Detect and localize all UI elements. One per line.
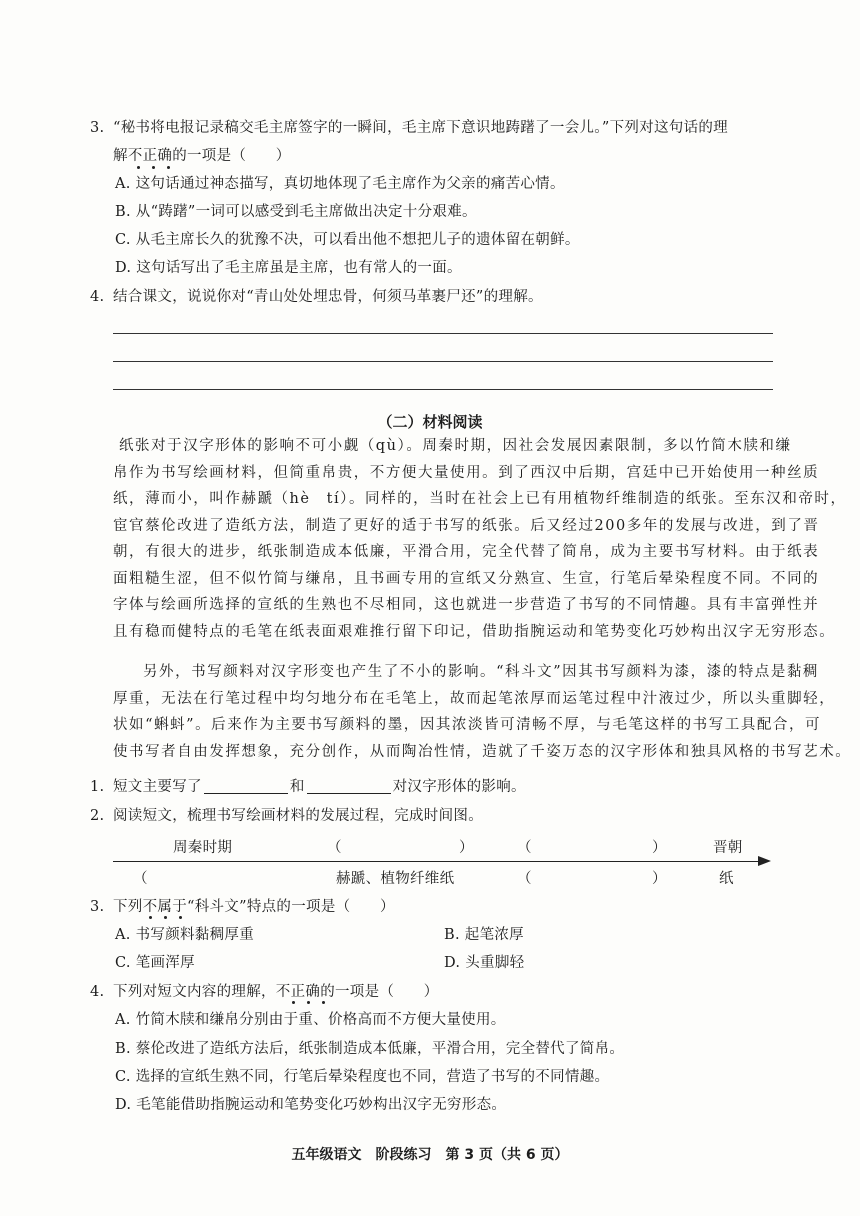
timeline-bracket[interactable]: （	[517, 840, 532, 856]
option-c: C. 从毛主席长久的犹豫不决，可以看出他不想把儿子的遗体留在朝鲜。	[115, 232, 580, 248]
passage-line: 面粗糙生涩，但不似竹简与缣帛，且书画专用的宣纸又分熟宣、生宣，行笔后晕染程度不同。不同的	[113, 570, 820, 587]
answer-line[interactable]	[113, 361, 773, 362]
option-d: D. 头重脚轻	[444, 955, 525, 971]
timeline-bracket[interactable]: ）	[652, 871, 667, 887]
emphasis-dot	[322, 1001, 325, 1004]
passage-line: 且有稳而健特点的毛笔在纸表面艰难推行留下印记，借助指腕运动和笔势变化巧妙构出汉字无穷形态。	[113, 623, 836, 640]
timeline-bracket[interactable]: ）	[652, 840, 667, 856]
passage-line: 朝，有很大的进步，纸张制造成本低廉，平滑合用，完全代替了简帛，成为主要书写材料。由于纸表	[113, 544, 820, 560]
passage-paragraph-1	[113, 433, 847, 645]
emphasis-dot	[164, 916, 167, 919]
option-c: C. 选择的宣纸生熟不同，行笔后晕染程度也不同，营造了书写的不同情趣。	[115, 1069, 610, 1085]
emphasis-dot	[179, 916, 182, 919]
answer-line[interactable]	[113, 333, 773, 334]
question-number: 1.	[90, 779, 105, 795]
passage-line: 纸张对于汉字形体的影响不可小觑（qù）。周秦时期，因社会发展因素限制，多以竹简木牍和缣	[119, 438, 792, 454]
timeline-label: 周秦时期	[173, 840, 233, 856]
emphasis-dot	[292, 1001, 295, 1004]
passage-paragraph-2	[113, 659, 852, 765]
question-number: 2.	[90, 808, 105, 824]
question-number: 3.	[90, 120, 105, 136]
passage-line: 帛作为书写绘画材料，但简重帛贵，不方便大量使用。到了西汉中后期，宫廷中已开始使用一种丝质	[113, 464, 820, 481]
option-b: B. 蔡伦改进了造纸方法后，纸张制造成本低廉，平滑合用，完全替代了简帛。	[115, 1041, 625, 1057]
question-stem	[113, 777, 526, 797]
passage-line: 字体与绘画所选择的宣纸的生熟也不尽相同，这也就进一步营造了书写的不同情趣。具有丰富弹性并	[113, 597, 820, 613]
passage-line: 另外，书写颜料对汉字形变也产生了不小的影响。“科斗文”因其书写颜料为漆，漆的特点是黏稠	[143, 664, 819, 680]
option-d: D. 毛笔能借助指腕运动和笔势变化巧妙构出汉字无穷形态。	[115, 1097, 507, 1113]
timeline-bracket[interactable]: （	[517, 871, 532, 887]
option-b: B. 从“踌躇”一词可以感受到毛主席做出决定十分艰难。	[115, 204, 477, 220]
question-stem: 阅读短文，梳理书写绘画材料的发展过程，完成时间图。	[113, 808, 483, 824]
question-stem: 解不正确的一项是（ ）	[113, 148, 291, 164]
emphasis-dot	[149, 916, 152, 919]
question-number: 4.	[90, 984, 105, 1000]
timeline-label: 赫蹏、植物纤维纸	[336, 871, 455, 887]
option-b: B. 起笔浓厚	[444, 927, 524, 943]
passage-line: 宦官蔡伦改进了造纸方法，制造了更好的适于书写的纸张。后又经过200多年的发展与改进，到了晋	[113, 517, 820, 534]
timeline-bracket[interactable]: ）	[459, 840, 474, 856]
passage-line: 纸，薄而小，叫作赫蹏（hè tí）。同样的，当时在社会上已有用植物纤维制造的纸张。至东汉和帝时，	[113, 491, 847, 507]
section-title: （二）材料阅读	[377, 413, 483, 431]
question-number: 4.	[90, 289, 105, 305]
option-a: A. 竹简木牍和缣帛分别由于重、价格高而不方便大量使用。	[115, 1012, 506, 1028]
emphasis-dot	[137, 166, 140, 169]
option-a: A. 书写颜料黏稠厚重	[115, 927, 254, 943]
timeline-bracket[interactable]: （	[327, 840, 342, 856]
passage-line: 厚重，无法在行笔过程中均匀地分布在毛笔上，故而起笔浓厚而运笔过程中汁液过少，所以头重脚轻，	[113, 690, 836, 707]
option-c: C. 笔画浑厚	[115, 955, 195, 971]
question-text: 和	[289, 779, 305, 795]
timeline-label: 晋朝	[713, 840, 743, 856]
question-stem: 下列对短文内容的理解，不正确的一项是（ ）	[113, 984, 439, 1000]
passage-line: 使书写者自由发挥想象，充分创作，从而陶冶性情，造就了千姿万态的汉字形体和独具风格的书写艺术。	[113, 743, 852, 760]
question-stem: 结合课文，说说你对“青山处处埋忠骨，何须马革裹尸还”的理解。	[113, 289, 543, 305]
question-stem: “秘书将电报记录稿交毛主席签字的一瞬间，毛主席下意识地踌躇了一会儿。”下列对这句话的理	[113, 120, 728, 136]
question-number: 3.	[90, 899, 105, 915]
question-text: 短文主要写了	[113, 779, 202, 795]
timeline-label: 纸	[719, 871, 734, 887]
question-text: 对汉字形体的影响。	[392, 779, 526, 795]
answer-line[interactable]	[113, 389, 773, 390]
arrow-icon	[758, 856, 771, 866]
timeline-axis	[113, 861, 761, 862]
fill-blank[interactable]	[307, 778, 391, 794]
emphasis-dot	[167, 166, 170, 169]
option-d: D. 这句话写出了毛主席虽是主席，也有常人的一面。	[115, 260, 462, 276]
timeline-bracket[interactable]: （	[133, 871, 148, 887]
passage-line: 状如“蝌蚪”。后来作为主要书写颜料的墨，因其浓淡皆可清畅不厚，与毛笔这样的书写工具配合，可	[113, 717, 822, 733]
question-stem: 下列不属于“科斗文”特点的一项是（ ）	[113, 899, 395, 915]
fill-blank[interactable]	[204, 778, 288, 794]
emphasis-dot	[152, 166, 155, 169]
emphasis-dot	[307, 1001, 310, 1004]
page-footer: 五年级语文 阶段练习 第 3 页（共 6 页）	[291, 1147, 569, 1163]
option-a: A. 这句话通过神态描写，真切地体现了毛主席作为父亲的痛苦心情。	[115, 176, 565, 192]
